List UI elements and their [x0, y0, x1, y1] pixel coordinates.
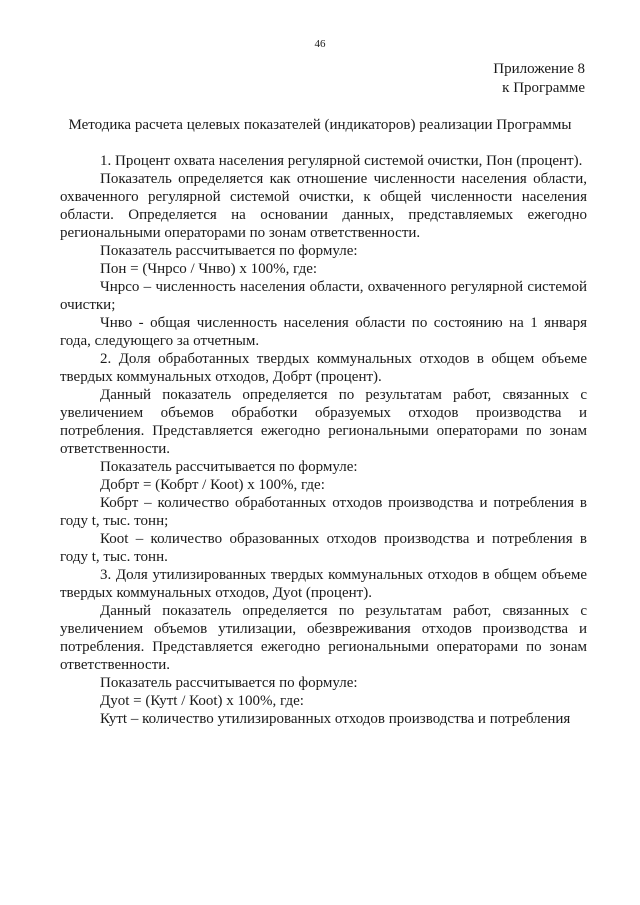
document-body [60, 152, 587, 728]
appendix-line-1: Приложение 8 [493, 61, 585, 77]
paragraph: Чнрсо – численность населения области, охваченного регулярной системой очистки; [60, 279, 587, 313]
paragraph: Кутt – количество утилизированных отходов производства и потребления [100, 711, 571, 727]
formula: Дуot = (Кутt / Коot) x 100%, где: [100, 693, 304, 709]
paragraph: Данный показатель определяется по результатам работ, связанных с увеличением объемов утилизации, обезвреживания отходов производства и потребления. Представляется ежегодно региональными операторами по зонам ответственности. [60, 603, 587, 673]
paragraph: Коot – количество образованных отходов производства и потребления в году t, тыс. тонн. [60, 531, 587, 565]
formula: Пон = (Чнрсо / Чнво) x 100%, где: [100, 261, 318, 277]
paragraph: Данный показатель определяется по результатам работ, связанных с увеличением объемов обработки образуемых отходов производства и потребления. Представляется ежегодно региональными операторами по зонам ответственности. [60, 387, 587, 457]
paragraph: Показатель определяется как отношение численности населения области, охваченного регулярной системой очистки, к общей численности населения области. Определяется на основании данных, представляемых ежегодно региональными операторами по зонам ответственности. [60, 171, 587, 241]
paragraph: 2. Доля обработанных твердых коммунальных отходов в общем объеме твердых коммунальных отходов, Добрт (процент). [60, 351, 587, 385]
paragraph: 3. Доля утилизированных твердых коммунальных отходов в общем объеме твердых коммунальных отходов, Дуot (процент). [60, 567, 587, 601]
appendix-line-2: к Программе [502, 80, 585, 96]
paragraph: Чнво - общая численность населения области по состоянию на 1 января года, следующего за отчетным. [60, 315, 587, 349]
paragraph: Показатель рассчитывается по формуле: [100, 459, 358, 475]
paragraph: Показатель рассчитывается по формуле: [100, 243, 358, 259]
formula: Добрт = (Кобрт / Коot) x 100%, где: [100, 477, 325, 493]
paragraph: 1. Процент охвата населения регулярной системой очистки, Пон (процент). [100, 153, 583, 169]
appendix-header [493, 60, 585, 98]
page-number: 46 [314, 38, 326, 50]
paragraph: Показатель рассчитывается по формуле: [100, 675, 358, 691]
paragraph: Кобрт – количество обработанных отходов производства и потребления в году t, тыс. тонн; [60, 495, 587, 529]
document-title: Методика расчета целевых показателей (индикаторов) реализации Программы [68, 117, 572, 133]
